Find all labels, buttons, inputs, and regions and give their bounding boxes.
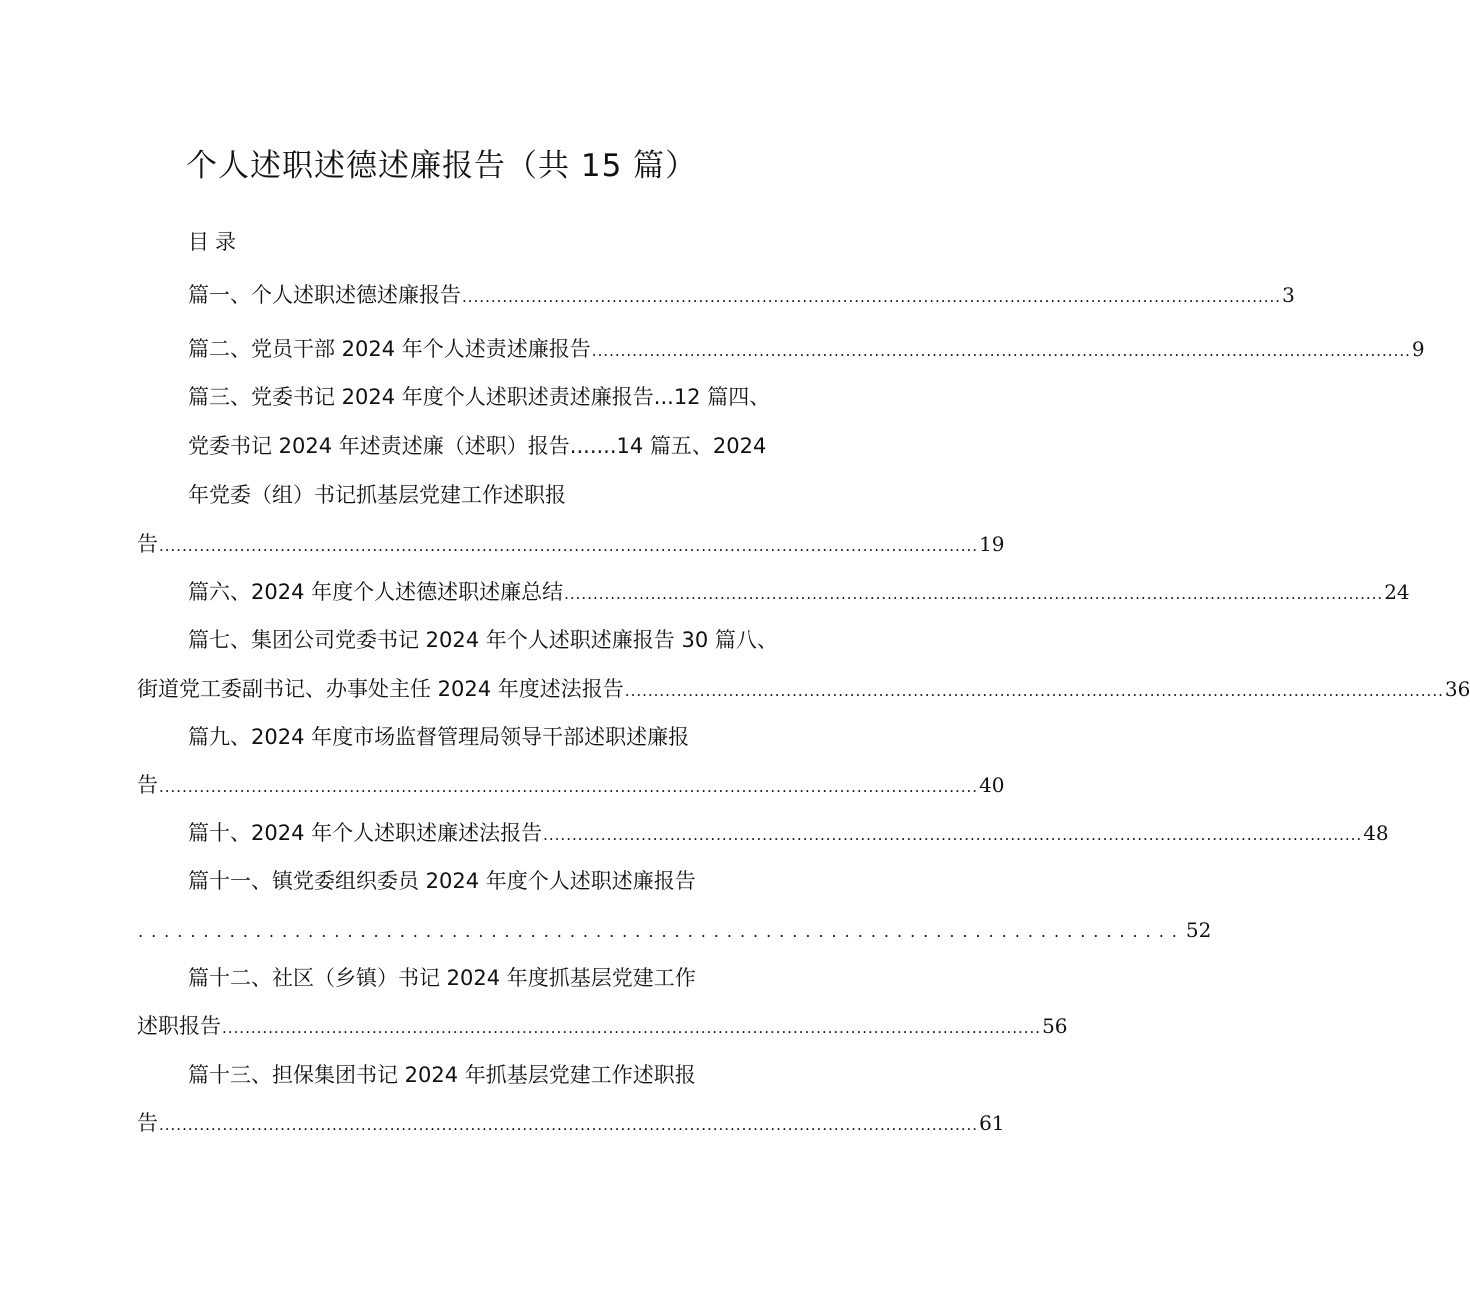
toc-entry-title: 篇六、2024 年度个人述德述职述廉总结 xyxy=(188,580,564,604)
toc-entry-title: 告 xyxy=(137,1111,158,1135)
toc-heading: 目录 xyxy=(188,230,242,254)
toc-entry-9-end[interactable] xyxy=(137,771,1005,799)
dot-leader: .............................................................................................................................................. xyxy=(159,537,979,555)
toc-entry-page: 61 xyxy=(979,1111,1005,1135)
toc-entry-title: 街道党工委副书记、办事处主任 2024 年度述法报告 xyxy=(137,677,624,701)
toc-entry-8[interactable] xyxy=(137,675,1470,703)
toc-entry-4-line[interactable]: 党委书记 2024 年述责述廉（述职）报告.......14 篇五、2024 xyxy=(188,434,767,458)
dot-leader: .............................................................................................................................................. xyxy=(564,585,1384,603)
toc-entry-title: 述职报告 xyxy=(137,1014,221,1038)
dot-leader: .............................................................................................................................................. xyxy=(591,342,1411,360)
dot-leader: .............................................................................................................................................. xyxy=(543,826,1363,844)
toc-entry-2[interactable] xyxy=(188,335,1425,363)
dot-leader: ................................................................................ xyxy=(138,922,1185,941)
toc-entry-title: 篇一、个人述职述德述廉报告 xyxy=(188,283,461,307)
toc-entry-13-line[interactable]: 篇十三、担保集团书记 2024 年抓基层党建工作述职报 xyxy=(188,1063,696,1087)
dot-leader: .............................................................................................................................................. xyxy=(624,682,1444,700)
toc-entry-title: 篇十、2024 年个人述职述廉述法报告 xyxy=(188,821,543,845)
toc-entry-12-end[interactable] xyxy=(137,1012,1068,1040)
toc-entry-5-line[interactable]: 年党委（组）书记抓基层党建工作述职报 xyxy=(188,483,566,507)
toc-entry-title: 篇二、党员干部 2024 年个人述责述廉报告 xyxy=(188,337,591,361)
toc-entry-page: 19 xyxy=(979,532,1005,556)
toc-entry-6[interactable] xyxy=(188,578,1410,606)
dot-leader: .............................................................................................................................................. xyxy=(222,1019,1042,1037)
document-title: 个人述职述德述廉报告（共 15 篇） xyxy=(186,148,698,184)
dot-leader: .............................................................................................................................................. xyxy=(159,1116,979,1134)
toc-entry-title: 告 xyxy=(137,532,158,556)
toc-entry-page: 56 xyxy=(1042,1014,1068,1038)
toc-entry-page: 52 xyxy=(1185,918,1212,942)
toc-entry-9-line[interactable]: 篇九、2024 年度市场监督管理局领导干部述职述廉报 xyxy=(188,725,690,749)
toc-entry-3-line[interactable]: 篇三、党委书记 2024 年度个人述职述责述廉报告...12 篇四、 xyxy=(188,385,771,409)
toc-entry-12-line[interactable]: 篇十二、社区（乡镇）书记 2024 年度抓基层党建工作 xyxy=(188,966,696,990)
toc-entry-13-end[interactable] xyxy=(137,1109,1005,1137)
toc-entry-11-line[interactable]: 篇十一、镇党委组织委员 2024 年度个人述职述廉报告 xyxy=(188,869,696,893)
toc-entry-page: 48 xyxy=(1363,821,1389,845)
dot-leader: .............................................................................................................................................. xyxy=(159,778,979,796)
toc-entry-page: 36 xyxy=(1444,677,1470,701)
toc-entry-10[interactable] xyxy=(188,819,1389,847)
toc-entry-11-end[interactable] xyxy=(137,916,1212,944)
toc-entry-page: 3 xyxy=(1282,283,1295,307)
toc-entry-page: 9 xyxy=(1411,337,1425,361)
toc-entry-1[interactable] xyxy=(188,281,1295,309)
dot-leader: .............................................................................................................................................. xyxy=(462,288,1282,306)
toc-entry-title: 告 xyxy=(137,773,158,797)
toc-entry-page: 24 xyxy=(1384,580,1410,604)
toc-entry-page: 40 xyxy=(979,773,1005,797)
toc-entry-7-line[interactable]: 篇七、集团公司党委书记 2024 年个人述职述廉报告 30 篇八、 xyxy=(188,628,778,652)
toc-entry-5-end[interactable] xyxy=(137,530,1005,558)
